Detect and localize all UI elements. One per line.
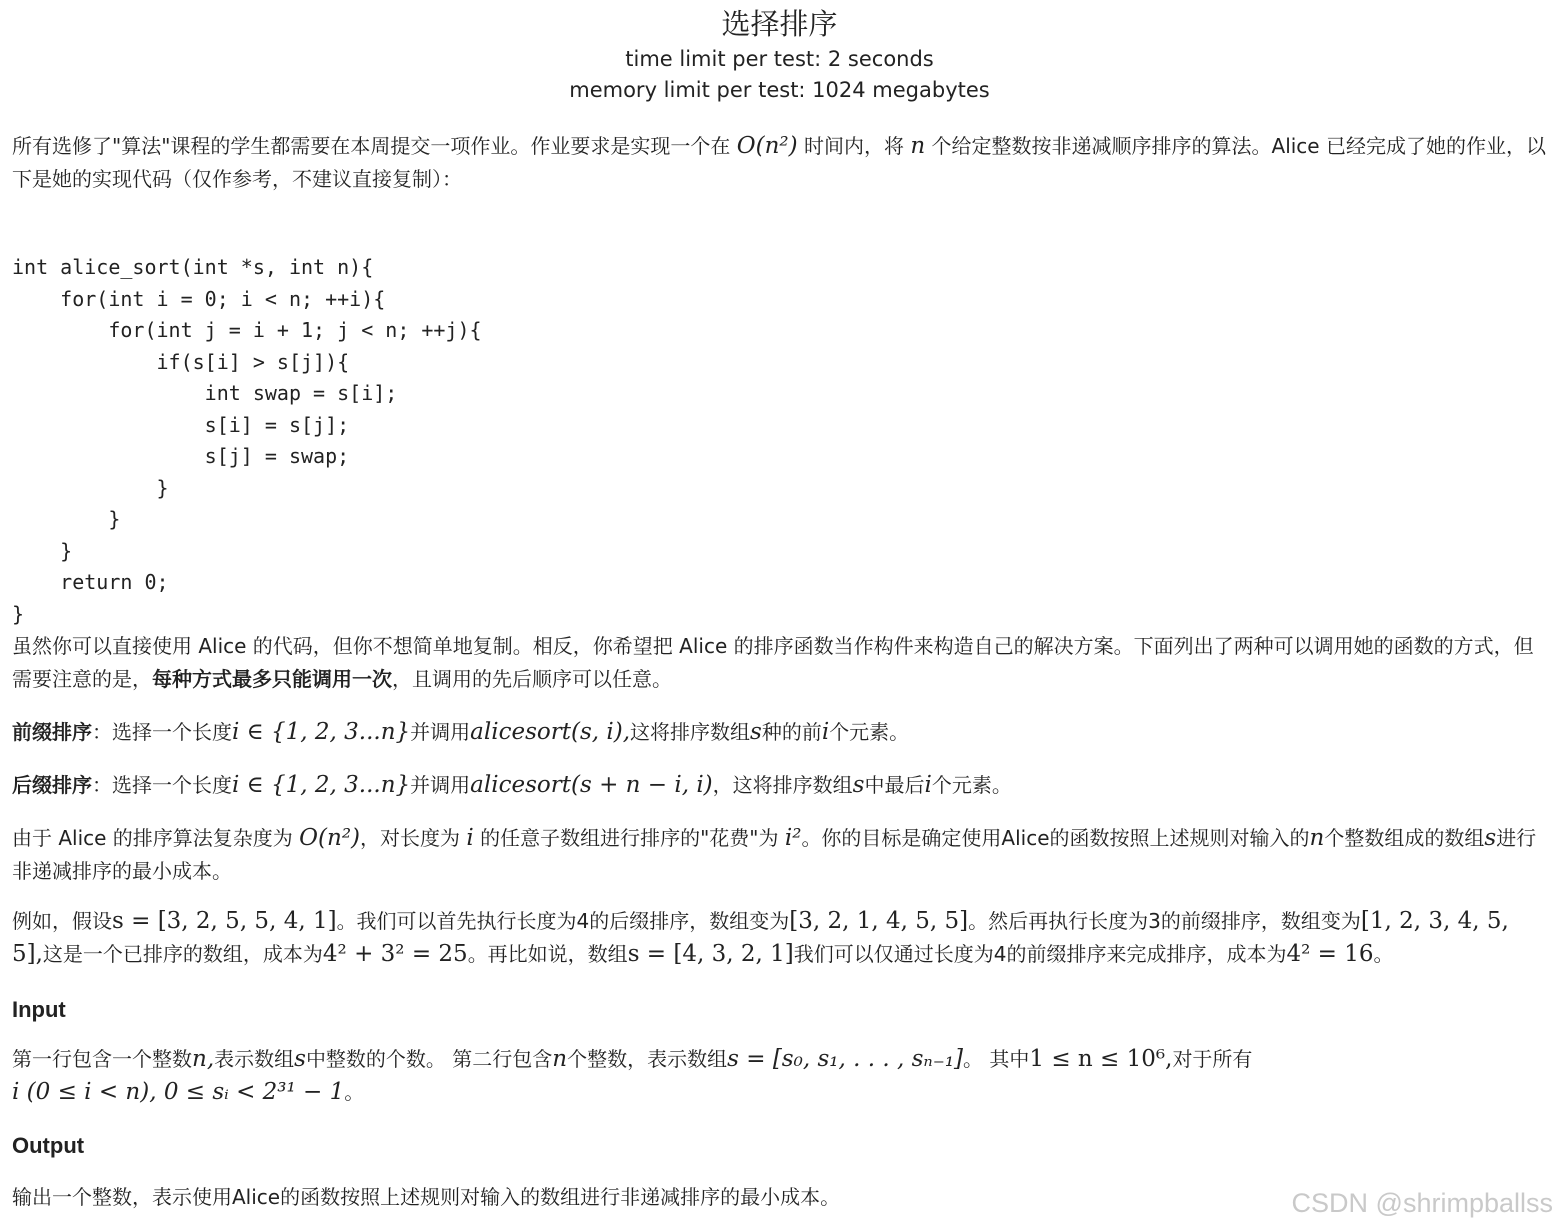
input-heading: Input: [12, 997, 66, 1022]
math-example-array: [3, 2, 1, 4, 5, 5]: [789, 908, 969, 934]
math-example-array: s = [3, 2, 5, 5, 4, 1]: [112, 908, 337, 934]
math-array-def: s = [s₀, s₁, . . . , sₙ₋₁]: [727, 1046, 964, 1072]
math-i: i: [466, 825, 474, 851]
input-description: 第一行包含一个整数n,表示数组s中整数的个数。 第二行包含n个整数，表示数组s = [s₀, s₁, . . . , sₙ₋₁]。 其中1 ≤ n ≤ 10⁶,对于所有 i (0 ≤ i < n), 0 ≤ sᵢ < 2³¹ − 1。: [12, 1046, 1253, 1105]
output-heading: Output: [12, 1133, 85, 1158]
math-i: i: [924, 772, 932, 798]
math-s: s: [750, 719, 762, 745]
math-example-cost: 4² + 3² = 25: [322, 941, 468, 967]
output-description: 输出一个整数，表示使用Alice的函数按照上述规则对输入的数组进行非递减排序的最小成本。: [12, 1185, 841, 1209]
watermark: CSDN @shrimpballss: [1291, 1188, 1553, 1218]
math-n: n: [1309, 825, 1325, 851]
math-i: i: [821, 719, 830, 745]
math-s: s: [1484, 825, 1497, 851]
prefix-sort-label: 前缀排序: [12, 720, 92, 744]
math-n-range: 1 ≤ n ≤ 10⁶,: [1029, 1046, 1173, 1072]
math-s: s: [294, 1046, 306, 1072]
math-value-range: i (0 ≤ i < n), 0 ≤ sᵢ < 2³¹ − 1: [12, 1079, 345, 1105]
intro-paragraph: 所有选修了"算法"课程的学生都需要在本周提交一项作业。作业要求是实现一个在 O(n²) 时间内，将 n 个给定整数按非递减顺序排序的算法。Alice 已经完成了她的作业，以下是她的实现代码（仅作参考，不建议直接复制）：: [12, 133, 1546, 191]
math-cost: i²: [784, 825, 802, 851]
math-range: i ∈ {1, 2, 3...n}: [232, 719, 411, 745]
problem-statement: [12, 130, 1547, 1214]
code-block: int alice_sort(int *s, int n){ for(int i = 0; i < n; ++i){ for(int j = i + 1; j < n; ++j){ if(s[i] > s[j]){ int swap = s[i]; s[i] = s[j]; s[j] = swap; } } } return 0; }: [12, 255, 482, 626]
memory-limit: memory limit per test: 1024 megabytes: [569, 78, 990, 102]
suffix-sort-label: 后缀排序: [12, 773, 92, 797]
math-n: n: [552, 1046, 568, 1072]
math-n: n: [910, 133, 926, 159]
math-example-array: [1, 2, 3, 4, 5, 5],: [12, 908, 1509, 967]
paragraph-usage: 虽然你可以直接使用 Alice 的代码，但你不想简单地复制。相反，你希望把 Alice 的排序函数当作构件来构造自己的解决方案。下面列出了两种可以调用她的函数的方式，但需要注意的是，每种方式最多只能调用一次，且调用的先后顺序可以任意。: [12, 634, 1534, 691]
math-call: alicesort(s + n − i, i): [470, 772, 713, 798]
math-s: s: [852, 772, 865, 798]
suffix-sort-rule: 后缀排序：选择一个长度i ∈ {1, 2, 3...n}并调用alicesort(s + n − i, i)，这将排序数组s中最后i个元素。: [12, 772, 1012, 798]
math-example-cost: 4² = 16: [1286, 941, 1374, 967]
problem-title: 选择排序: [721, 7, 838, 41]
math-range: i ∈ {1, 2, 3...n}: [232, 772, 411, 798]
example-paragraph: 例如，假设s = [3, 2, 5, 5, 4, 1]。我们可以首先执行长度为4的后缀排序，数组变为[3, 2, 1, 4, 5, 5]。然后再执行长度为3的前缀排序，数组变为[1, 2, 3, 4, 5, 5],这是一个已排序的数组，成本为4² + 3² = 25。再比如说，数组s = [4, 3, 2, 1]我们可以仅通过长度为4的前缀排序来完成排序，成本为4² = 16。: [12, 908, 1509, 967]
math-complexity: O(n²): [299, 825, 361, 851]
prefix-sort-rule: 前缀排序：选择一个长度i ∈ {1, 2, 3...n}并调用alicesort(s, i),这将排序数组s种的前i个元素。: [12, 719, 910, 745]
emphasis-once: 每种方式最多只能调用一次: [152, 667, 392, 691]
time-limit: time limit per test: 2 seconds: [625, 47, 934, 71]
problem-header: [0, 0, 1559, 106]
math-n: n,: [192, 1046, 215, 1072]
math-complexity: O(n²): [736, 133, 798, 159]
math-call: alicesort(s, i),: [470, 719, 631, 745]
math-example-array: s = [4, 3, 2, 1]: [627, 941, 794, 967]
cost-paragraph: 由于 Alice 的排序算法复杂度为 O(n²)，对长度为 i 的任意子数组进行排序的"花费"为 i²。你的目标是确定使用Alice的函数按照上述规则对输入的n个整数组成的数组s进行非递减排序的最小成本。: [12, 825, 1537, 883]
